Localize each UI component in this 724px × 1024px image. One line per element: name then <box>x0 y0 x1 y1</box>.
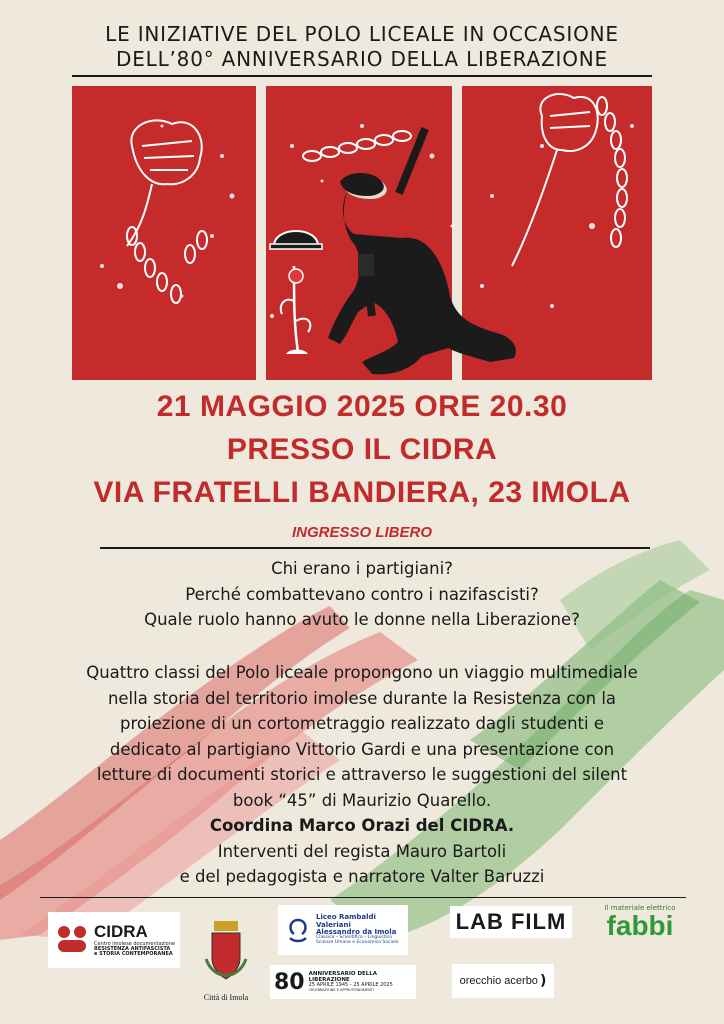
description-line: dedicato al partigiano Vittorio Gardi e una presentazione con <box>109 739 615 759</box>
orecchio-name: orecchio acerbo <box>459 975 538 987</box>
anniversario-line-3: CELEBRAZIONE E APPROFONDIMENTI <box>308 987 374 992</box>
free-entry-label: INGRESSO LIBERO <box>291 524 433 541</box>
header-divider <box>72 75 652 77</box>
liceo-line-1: Liceo Rambaldi <box>316 913 376 922</box>
event-date: 21 MAGGIO 2025 ORE 20.30 <box>156 390 568 423</box>
liceo-line-3: Alessandro da Imola <box>316 927 397 936</box>
speaker-line: Interventi del regista Mauro Bartoli <box>217 841 507 861</box>
details-divider <box>100 547 650 549</box>
header-title <box>0 22 724 72</box>
fabbi-name: fabbi <box>606 910 674 941</box>
cidra-line-2: RESISTENZA ANTIFASCISTA <box>94 946 171 952</box>
imola-crest-logo <box>192 905 260 1015</box>
rose-with-helmet <box>270 231 322 354</box>
resistance-illustration <box>72 86 652 380</box>
header-line-2: DELL’80° ANNIVERSARIO DELLA LIBERAZIONE <box>116 47 608 71</box>
cidra-name: CIDRA <box>94 922 148 941</box>
question-line: Chi erano i partigiani? <box>271 559 453 578</box>
description-line: letture di documenti storici e attraverso le suggestioni del silent <box>96 765 628 784</box>
crest-icon <box>204 919 248 991</box>
cidra-logo <box>48 912 180 968</box>
cidra-emblem-icon <box>54 922 90 958</box>
left-fist-chain <box>127 120 207 303</box>
labfilm-logo <box>450 906 572 938</box>
liceo-line-2: Valeriani <box>316 920 351 929</box>
liceo-emblem-icon <box>284 916 312 944</box>
event-venue: PRESSO IL CIDRA <box>226 433 498 466</box>
anniversario-number: 80 <box>274 969 305 995</box>
event-address: VIA FRATELLI BANDIERA, 23 IMOLA <box>93 476 631 509</box>
ear-icon: ) <box>539 973 547 989</box>
liceo-line-5: Scienze Umane e Economico Sociale <box>316 940 399 946</box>
orecchio-acerbo-logo <box>452 964 554 998</box>
speaker-line: e del pedagogista e narratore Valter Baruzzi <box>179 867 545 886</box>
footer-divider <box>40 897 686 898</box>
cidra-line-3: e STORIA CONTEMPORANEA <box>94 951 173 957</box>
liceo-logo <box>278 905 408 955</box>
liceo-line-4: Classico – Scientifico – Linguistico <box>316 935 392 941</box>
description-block <box>40 660 684 890</box>
anniversario-line-2: 25 APRILE 1945 - 25 APRILE 2025 <box>308 982 393 989</box>
kneeling-soldier-silhouette <box>328 127 516 374</box>
questions-block <box>40 556 684 633</box>
question-line: Perché combattevano contro i nazifascisti? <box>185 584 539 604</box>
cidra-line-1: Centro imolese documentazione <box>94 941 175 947</box>
coordinator-line: Coordina Marco Orazi del CIDRA. <box>209 816 515 835</box>
question-line: Quale ruolo hanno avuto le donne nella Liberazione? <box>144 610 580 629</box>
description-line: nella storia del territorio imolese durante la Resistenza con la <box>107 688 617 708</box>
right-fist-chain <box>512 94 627 266</box>
description-line: proiezione di un cortometraggio realizzato dagli studenti e <box>120 714 604 733</box>
anniversario-line-1: ANNIVERSARIO DELLA LIBERAZIONE <box>308 971 378 984</box>
imola-caption: Città di Imola <box>203 992 249 1002</box>
description-line: book “45” di Maurizio Quarello. <box>232 790 492 810</box>
header-line-1: LE INIZIATIVE DEL POLO LICEALE IN OCCASIONE <box>105 22 619 46</box>
fabbi-tagline: Il materiale elettrico <box>604 904 676 912</box>
center-chain <box>303 131 411 161</box>
fabbi-logo <box>598 900 682 944</box>
labfilm-name: LAB FILM <box>455 909 567 934</box>
anniversario-logo <box>270 965 416 999</box>
description-line: Quattro classi del Polo liceale propongono un viaggio multimediale <box>86 663 638 682</box>
